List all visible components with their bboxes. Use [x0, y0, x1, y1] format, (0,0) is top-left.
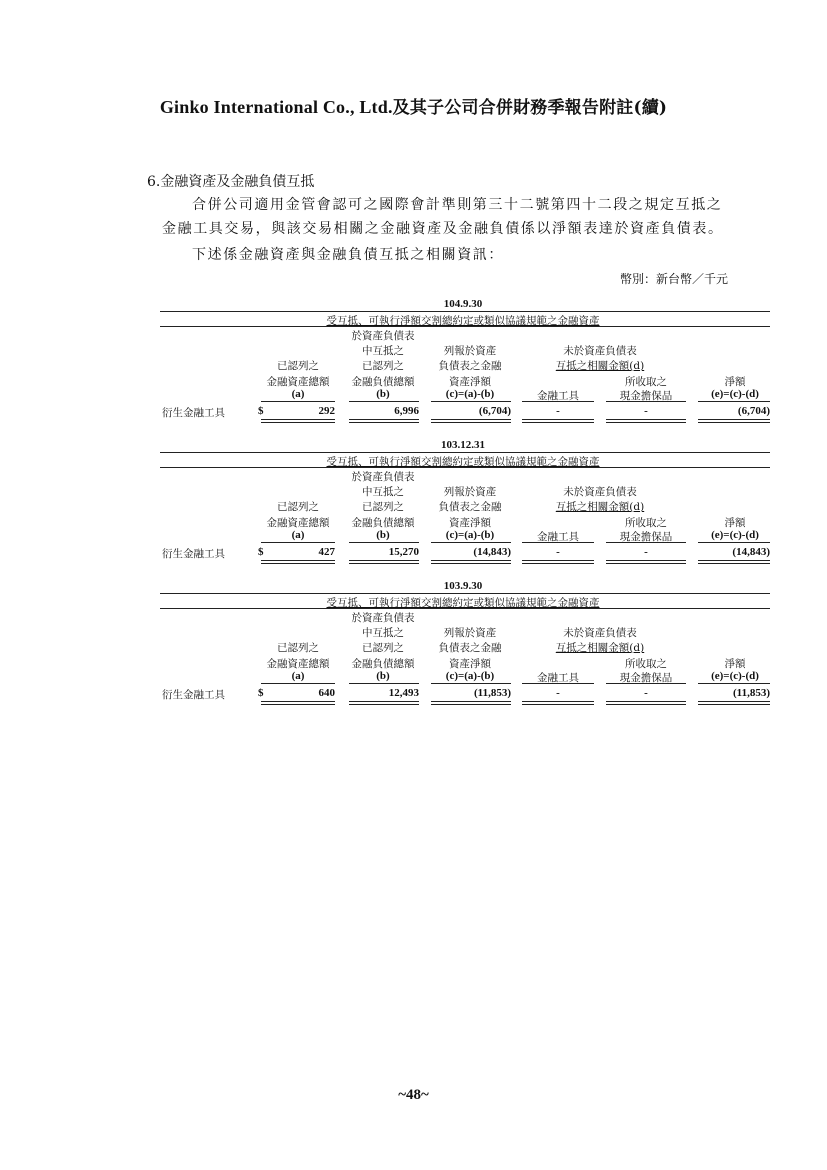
- cell-a: 292: [318, 405, 335, 417]
- row-label: 衍生金融工具: [162, 548, 225, 560]
- col-c-header-3: 資產淨額: [449, 658, 491, 670]
- col-e-rule: [698, 542, 770, 543]
- cell-e: (11,853): [733, 687, 770, 699]
- col-c-total-rule: [431, 701, 511, 705]
- cell-d1: -: [556, 405, 560, 417]
- col-c-header-1: 列報於資產: [443, 627, 497, 639]
- cell-a: 427: [318, 546, 335, 558]
- col-c-header-1: 列報於資產: [443, 345, 497, 357]
- col-a-rule: [261, 401, 335, 402]
- col-d2-header-2: 現金擔保品: [619, 672, 673, 684]
- col-b-total-rule: [349, 560, 419, 564]
- offset-table-3: [160, 580, 770, 710]
- col-d1-rule: [522, 683, 594, 684]
- col-d1-header: 金融工具: [537, 390, 579, 402]
- col-d1-total-rule: [522, 560, 594, 564]
- section-heading: 6.金融資產及金融負債互抵: [147, 174, 315, 190]
- cell-e: (14,843): [732, 546, 770, 558]
- col-c-header-4: (c)=(a)-(b): [445, 670, 495, 682]
- col-c-header-1: 列報於資產: [443, 486, 497, 498]
- col-d2-header-1: 所收取之: [625, 376, 667, 388]
- col-c-rule: [431, 683, 511, 684]
- col-e-total-rule: [698, 419, 770, 423]
- cell-d2: -: [644, 546, 648, 558]
- col-b-rule: [349, 401, 419, 402]
- col-b-header-5: (b): [376, 529, 390, 541]
- col-c-header-2: 負債表之金融: [438, 501, 502, 513]
- col-d1-rule: [522, 542, 594, 543]
- col-a-total-rule: [261, 701, 335, 705]
- col-b-header-5: (b): [376, 670, 390, 682]
- offset-table-1: [160, 298, 770, 428]
- col-d1-rule: [522, 401, 594, 402]
- col-d2-header-1: 所收取之: [625, 658, 667, 670]
- cell-c: (11,853): [474, 687, 511, 699]
- cell-c: (6,704): [478, 405, 511, 417]
- cell-e: (6,704): [737, 405, 770, 417]
- col-a-rule: [261, 683, 335, 684]
- col-d-group-2: 互抵之相關金額(d): [555, 501, 645, 513]
- page-number: ~48~: [398, 1087, 429, 1103]
- col-b-header-1: 於資產負債表: [351, 471, 415, 483]
- col-b-header-3: 已認列之: [362, 360, 404, 372]
- col-b-header-3: 已認列之: [362, 501, 404, 513]
- cell-b: 6,996: [394, 405, 419, 417]
- col-e-total-rule: [698, 701, 770, 705]
- col-c-header-3: 資產淨額: [449, 517, 491, 529]
- col-d2-rule: [606, 401, 686, 402]
- col-b-header-2: 中互抵之: [362, 627, 404, 639]
- col-b-header-4: 金融負債總額: [351, 517, 415, 529]
- col-b-header-4: 金融負債總額: [351, 376, 415, 388]
- table-top-rule: [160, 311, 770, 312]
- cell-b: 15,270: [388, 546, 419, 558]
- col-d1-header: 金融工具: [537, 672, 579, 684]
- table-date: 104.9.30: [443, 298, 483, 310]
- cell-d2: -: [644, 687, 648, 699]
- col-d2-rule: [606, 683, 686, 684]
- col-c-rule: [431, 542, 511, 543]
- col-a-header-1: 已認列之: [277, 642, 319, 654]
- col-e-header-2: (e)=(c)-(d): [711, 529, 759, 541]
- col-d1-total-rule: [522, 419, 594, 423]
- col-b-total-rule: [349, 419, 419, 423]
- col-d-group-2: 互抵之相關金額(d): [555, 642, 645, 654]
- col-d2-header-2: 現金擔保品: [619, 390, 673, 402]
- group-rule: [160, 608, 770, 609]
- table-top-rule: [160, 452, 770, 453]
- col-c-total-rule: [431, 560, 511, 564]
- col-c-header-4: (c)=(a)-(b): [445, 388, 495, 400]
- col-d-group-1: 未於資產負債表: [563, 345, 637, 357]
- col-e-total-rule: [698, 560, 770, 564]
- col-b-header-3: 已認列之: [362, 642, 404, 654]
- col-a-header-2: 金融資產總額: [266, 517, 330, 529]
- group-title: 受互抵、可執行淨額交割總約定或類似協議規範之金融資產: [326, 315, 600, 327]
- col-b-rule: [349, 542, 419, 543]
- col-c-header-4: (c)=(a)-(b): [445, 529, 495, 541]
- paragraph-line-2: 金融工具交易，與該交易相關之金融資產及金融負債係以淨額表達於資產負債表。: [162, 221, 724, 237]
- page-header: [0, 93, 827, 118]
- col-d2-header-2: 現金擔保品: [619, 531, 673, 543]
- col-a-header-3: (a): [291, 529, 305, 541]
- dollar-sign: $: [258, 405, 264, 417]
- col-e-header-2: (e)=(c)-(d): [711, 670, 759, 682]
- group-rule: [160, 467, 770, 468]
- row-label: 衍生金融工具: [162, 689, 225, 701]
- col-d-group-2: 互抵之相關金額(d): [555, 360, 645, 372]
- col-c-total-rule: [431, 419, 511, 423]
- cell-a: 640: [318, 687, 335, 699]
- dollar-sign: $: [258, 546, 264, 558]
- col-e-rule: [698, 683, 770, 684]
- col-d1-total-rule: [522, 701, 594, 705]
- col-e-header-1: 淨額: [724, 517, 746, 529]
- col-a-header-3: (a): [291, 670, 305, 682]
- table-date: 103.9.30: [443, 580, 483, 592]
- col-e-header-1: 淨額: [724, 376, 746, 388]
- col-d2-rule: [606, 542, 686, 543]
- col-d2-total-rule: [606, 560, 686, 564]
- group-rule: [160, 326, 770, 327]
- col-d2-total-rule: [606, 701, 686, 705]
- col-b-header-2: 中互抵之: [362, 486, 404, 498]
- col-a-header-1: 已認列之: [277, 360, 319, 372]
- col-d-group-1: 未於資產負債表: [563, 486, 637, 498]
- group-title: 受互抵、可執行淨額交割總約定或類似協議規範之金融資產: [326, 597, 600, 609]
- cell-b: 12,493: [388, 687, 419, 699]
- col-a-rule: [261, 542, 335, 543]
- col-c-header-2: 負債表之金融: [438, 642, 502, 654]
- offset-table-2: [160, 439, 770, 569]
- paragraph-line-3: 下述係金融資產與金融負債互抵之相關資訊：: [192, 247, 504, 263]
- group-title: 受互抵、可執行淨額交割總約定或類似協議規範之金融資產: [326, 456, 600, 468]
- col-d2-total-rule: [606, 419, 686, 423]
- col-e-header-2: (e)=(c)-(d): [711, 388, 759, 400]
- col-b-total-rule: [349, 701, 419, 705]
- col-b-header-2: 中互抵之: [362, 345, 404, 357]
- dollar-sign: $: [258, 687, 264, 699]
- col-b-header-5: (b): [376, 388, 390, 400]
- col-c-header-2: 負債表之金融: [438, 360, 502, 372]
- row-label: 衍生金融工具: [162, 407, 225, 419]
- table-date: 103.12.31: [441, 439, 485, 451]
- col-d2-header-1: 所收取之: [625, 517, 667, 529]
- cell-d1: -: [556, 546, 560, 558]
- col-b-header-1: 於資產負債表: [351, 612, 415, 624]
- col-d1-header: 金融工具: [537, 531, 579, 543]
- cell-d1: -: [556, 687, 560, 699]
- table-top-rule: [160, 593, 770, 594]
- col-a-header-3: (a): [291, 388, 305, 400]
- col-b-rule: [349, 683, 419, 684]
- cell-c: (14,843): [473, 546, 511, 558]
- col-e-header-1: 淨額: [724, 658, 746, 670]
- col-b-header-4: 金融負債總額: [351, 658, 415, 670]
- header-title-zh: 及其子公司合併財務季報告附註(續): [392, 98, 668, 118]
- col-b-header-1: 於資產負債表: [351, 330, 415, 342]
- paragraph-line-1: 合併公司適用金管會認可之國際會計準則第三十二號第四十二段之規定互抵之: [192, 197, 723, 213]
- cell-d2: -: [644, 405, 648, 417]
- col-c-header-3: 資產淨額: [449, 376, 491, 388]
- col-a-total-rule: [261, 560, 335, 564]
- currency-note: 幣別：新台幣／千元: [620, 272, 729, 286]
- col-a-header-2: 金融資產總額: [266, 658, 330, 670]
- header-title-en: Ginko International Co., Ltd.: [159, 97, 393, 117]
- col-e-rule: [698, 401, 770, 402]
- col-a-header-2: 金融資產總額: [266, 376, 330, 388]
- col-c-rule: [431, 401, 511, 402]
- col-a-total-rule: [261, 419, 335, 423]
- col-a-header-1: 已認列之: [277, 501, 319, 513]
- col-d-group-1: 未於資產負債表: [563, 627, 637, 639]
